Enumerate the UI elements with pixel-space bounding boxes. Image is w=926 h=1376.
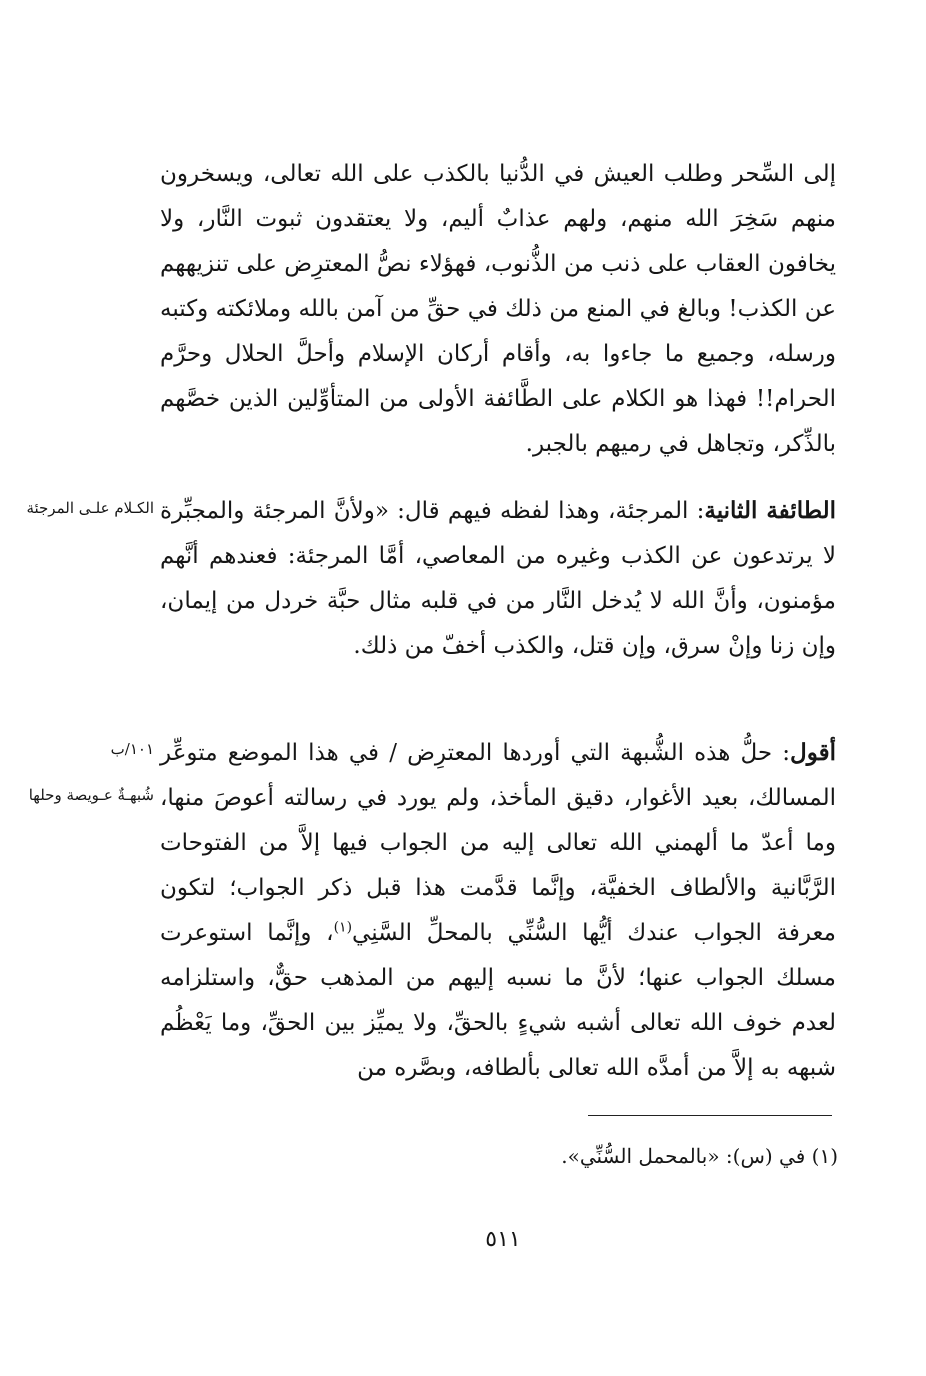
margin-note-folio: ١٠١/ب [110,740,154,758]
footnote: (١) في (س): «بالمحمل السُّنِّي». [561,1144,838,1168]
paragraph-text: : حلُّ هذه الشُّبهة التي أوردها المعترِض / في هذا الموضع متوعِّر المسالك، بعيد الأغوار، دقيق المأخذ، ولم يورد في رسالته أعوصَ منها، وما أعدّ ما ألهمني الله تعالى إليه من الجواب فيها إلاَّ من الفتوحات الرَّبَّانية والألطاف الخفيَّة، وإنَّما قدَّمت هذا قبل ذكر الجواب؛ لتكون معرفة الجواب عندك أيُّها السُّنِّي بالمحلِّ السَّنِي [160,740,836,946]
paragraph-text: : المرجئة، وهذا لفظه فيهم قال: «ولأنَّ المرجئة والمجبِّرة لا يرتدعون عن الكذب وغيره من المعاصي، أمَّا المرجئة: فعندهم أنَّهم مؤمنون، وأنَّ الله لا يُدخل النَّار من في قلبه مثال حبَّة خردل من إيمان، وإن زنا وإنْ سرق، وإن قتل، والكذب أخفّ من ذلك. [160,498,836,659]
response-heading: أقول [790,739,836,766]
paragraph-text: إلى السِّحر وطلب العيش في الدُّنيا بالكذب على الله تعالى، ويسخرون منهم سَخِرَ الله منهم، ولهم عذابٌ أليم، ولا يعتقدون ثبوت النَّار، ولا يخافون العقاب على ذنب من الذُّنوب، فهؤلاء نصُّ المعترِض على تنزيههم عن الكذب! وبالغ في المنع من ذلك في حقِّ من آمن بالله وملائكته وكتبه ورسله، وجميع ما جاءوا به، وأقام أركان الإسلام وأحلَّ الحلال وحرَّم الحرام!! فهذا هو الكلام على الطَّائفة الأولى من المتأوِّلين الذين خصَّهم بالذِّكر، وتجاهل في رميهم بالجبر. [160,161,836,457]
footnote-reference[interactable]: (١) [333,919,353,936]
margin-note-murjia: الكـلام علـى المرجئة [26,499,154,517]
page-number: ٥١١ [485,1227,521,1252]
paragraph-text: ، وإنَّما استوعرت مسلك الجواب عنها؛ لأنَّ ما نسبه إليهم من المذهب حقٌّ، واستلزامه لعدم خوف الله تعالى أشبه شيءٍ بالحقِّ، ولا يميِّز بين الحقِّ، وما يَعْظُم شبهه به إلاَّ من أمدَّه الله تعالى بألطافه، وبصَّره من [160,920,836,1081]
section-heading: الطائفة الثانية [704,497,836,524]
paragraph-second-group [160,488,836,669]
paragraph-response [160,730,836,1091]
margin-note-difficult-doubt: شُبهـةٌ عـويصة وحلها [28,786,154,804]
footnote-divider [588,1115,832,1116]
paragraph-intro [160,152,836,467]
